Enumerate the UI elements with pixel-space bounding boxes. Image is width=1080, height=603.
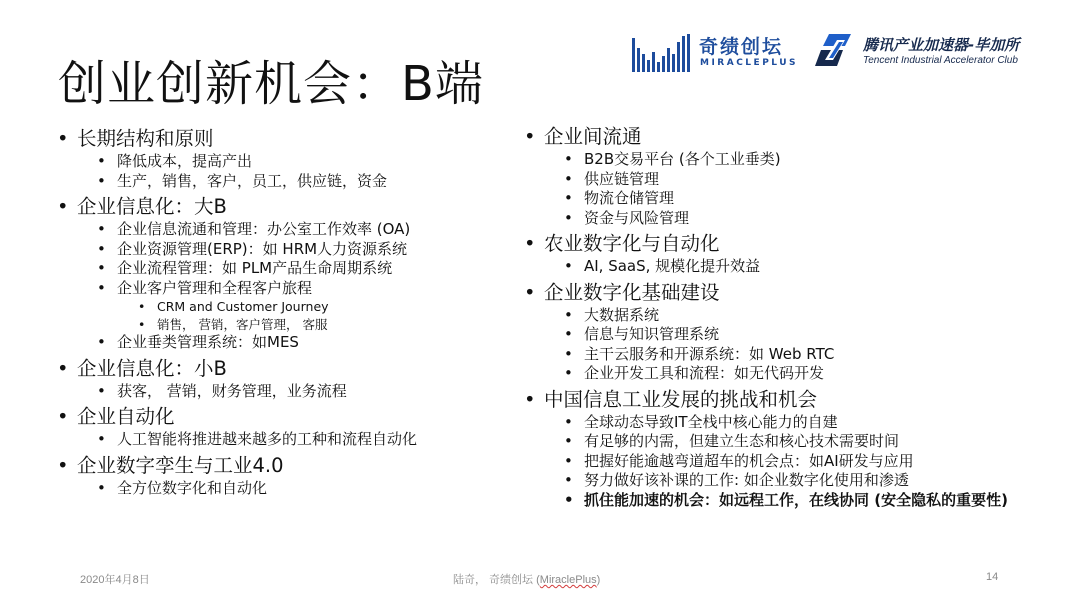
bullet-item: • 全方位数字化和自动化 — [55, 479, 495, 499]
miracleplus-logo-cn: 奇绩创坛 — [699, 36, 784, 58]
bullet-item: • 生产，销售，客户，员工，供应链，资金 — [55, 172, 495, 192]
tencent-accelerator-logo — [815, 32, 1055, 72]
bullet-item: • 销售， 营销，客户管理， 客服 — [55, 316, 495, 334]
bullet-item: • 企业信息化：小B — [55, 356, 495, 381]
bullet-item: • 供应链管理 — [522, 170, 1072, 190]
bullet-item: • 企业信息流通和管理：办公室工作效率 (OA) — [55, 220, 495, 240]
footer-author-prefix: 陆奇， 奇绩创坛 ( — [453, 574, 540, 586]
bullet-item: • 大数据系统 — [522, 306, 1072, 326]
bullet-item: • 资金与风险管理 — [522, 209, 1072, 229]
left-bullet-column — [55, 126, 495, 498]
bullet-item: • 主干云服务和开源系统：如 Web RTC — [522, 345, 1072, 365]
bullet-item: • AI, SaaS, 规模化提升效益 — [522, 257, 1072, 277]
bullet-item: • 企业开发工具和流程：如无代码开发 — [522, 364, 1072, 384]
tencent-logo-en: Tencent Industrial Accelerator Club — [863, 55, 1018, 66]
right-bullet-column — [522, 124, 1072, 510]
bullet-item: • 降低成本，提高产出 — [55, 152, 495, 172]
miracleplus-bars-icon — [632, 34, 694, 72]
bullet-item: • 全球动态导致IT全栈中核心能力的自建 — [522, 413, 1072, 433]
bullet-item: • 农业数字化与自动化 — [522, 231, 1072, 256]
bullet-item: • 企业数字化基础建设 — [522, 280, 1072, 305]
bullet-item: • 中国信息工业发展的挑战和机会 — [522, 387, 1072, 412]
tencent-logo-cn: 腾讯产业加速器-毕加所 — [863, 36, 1020, 54]
footer-author — [453, 571, 600, 587]
bullet-item: • 获客， 营销，财务管理，业务流程 — [55, 382, 495, 402]
bullet-item: • 信息与知识管理系统 — [522, 325, 1072, 345]
tencent-accelerator-icon — [815, 32, 855, 68]
footer-author-org: MiraclePlus — [539, 574, 597, 586]
bullet-item: • CRM and Customer Journey — [55, 298, 495, 316]
bullet-item-highlight: • 抓住能加速的机会：如远程工作，在线协同 (安全隐私的重要性) — [522, 491, 1072, 511]
slide-title: 创业创新机会：B端 — [58, 56, 484, 112]
miracleplus-logo-en: MIRACLEPLUS — [700, 58, 798, 68]
bullet-item: • 企业客户管理和全程客户旅程 — [55, 279, 495, 299]
bullet-item: • 企业间流通 — [522, 124, 1072, 149]
bullet-item: • 企业信息化：大B — [55, 194, 495, 219]
bullet-item: • 努力做好该补课的工作: 如企业数字化使用和渗透 — [522, 471, 1072, 491]
bullet-item: • B2B交易平台 (各个工业垂类) — [522, 150, 1072, 170]
miracleplus-logo — [632, 32, 802, 72]
bullet-item: • 企业垂类管理系统：如MES — [55, 333, 495, 353]
bullet-item: • 长期结构和原则 — [55, 126, 495, 151]
bullet-item: • 企业流程管理：如 PLM产品生命周期系统 — [55, 259, 495, 279]
page-number: 14 — [986, 571, 999, 583]
bullet-item: • 把握好能逾越弯道超车的机会点：如AI研发与应用 — [522, 452, 1072, 472]
bullet-item: • 企业数字孪生与工业4.0 — [55, 453, 495, 478]
bullet-item: • 有足够的内需，但建立生态和核心技术需要时间 — [522, 432, 1072, 452]
bullet-item: • 企业资源管理(ERP)：如 HRM人力资源系统 — [55, 240, 495, 260]
bullet-item: • 企业自动化 — [55, 404, 495, 429]
footer-author-suffix: ) — [596, 574, 601, 586]
bullet-item: • 物流仓储管理 — [522, 189, 1072, 209]
bullet-item: • 人工智能将推进越来越多的工种和流程自动化 — [55, 430, 495, 450]
footer-date: 2020年4月8日 — [80, 574, 150, 586]
